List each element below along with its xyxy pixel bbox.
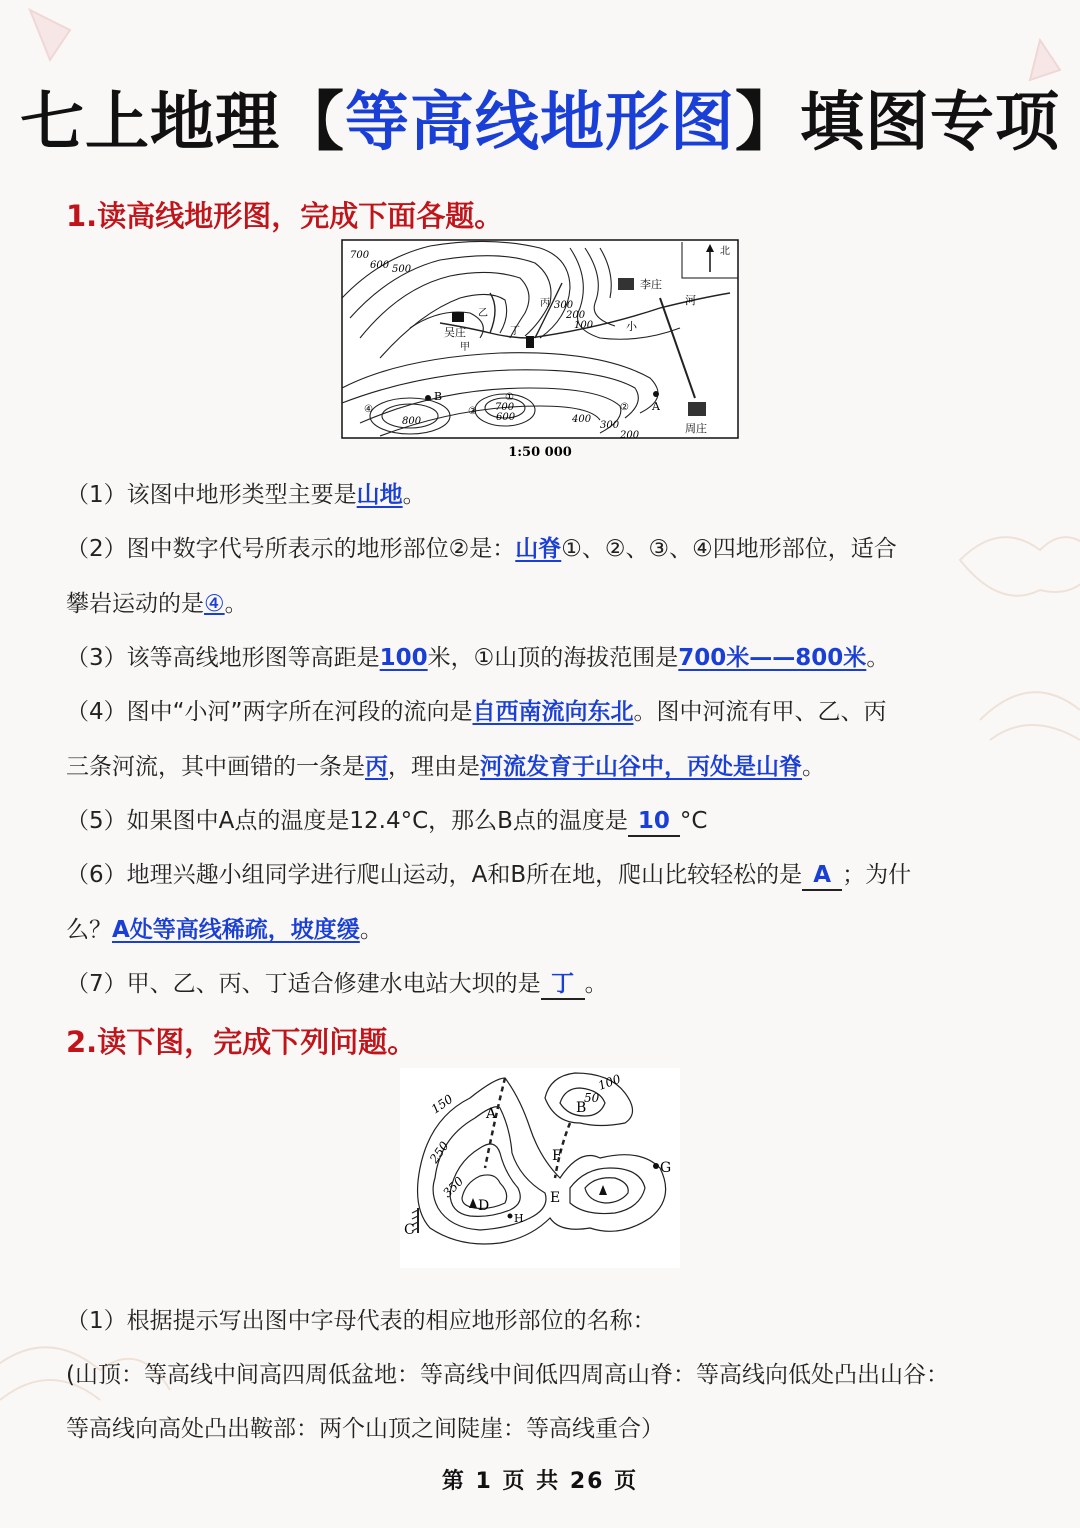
contour-label: 100	[574, 320, 594, 331]
answer: 山脊	[515, 536, 562, 562]
contour-label: 600	[496, 412, 516, 423]
contour-label-350: 350	[440, 1174, 467, 1201]
label-xiao: 小	[626, 320, 637, 333]
contour-label-100: 100	[596, 1071, 623, 1093]
scale-label: 1:50 000	[508, 445, 572, 460]
label-point-2: ②	[620, 402, 629, 413]
label-ding: 丁	[510, 326, 520, 337]
contour-label-50: 50	[584, 1091, 600, 1105]
contour-label-250: 250	[426, 1138, 452, 1166]
label-point-b: B	[434, 390, 443, 403]
label-point-b: B	[576, 1100, 587, 1116]
question-1-3: （3）该等高线地形图等高距是100米，①山顶的海拔范围是700米——800米。	[66, 645, 890, 671]
question-1-1: （1）该图中地形类型主要是山地。	[66, 482, 426, 508]
label-bing: 丙	[540, 298, 550, 309]
contour-map-1	[340, 238, 740, 464]
village-lizhuang	[618, 278, 634, 290]
label-wuzhuang: 吴庄	[444, 326, 466, 339]
page-footer: 第 1 页 共 26 页	[441, 1469, 639, 1494]
label-he: 河	[685, 294, 696, 307]
answer-blank: 丁	[541, 970, 585, 1000]
section2-heading: 2.读下图，完成下列问题。	[66, 1025, 417, 1059]
label-yi: 乙	[478, 308, 488, 319]
label-point-a: A	[652, 400, 660, 413]
label-point-c: C	[404, 1222, 415, 1238]
answer: 100	[379, 645, 428, 671]
title-highlight: 等高线地形图	[345, 86, 735, 160]
contour-label: 700	[350, 250, 370, 261]
question-1-2-line2: 攀岩运动的是④。	[66, 591, 248, 617]
label-point-4: ④	[364, 404, 373, 415]
hint-line-2: 等高线向高处凸出鞍部：两个山顶之间陡崖：等高线重合）	[66, 1416, 664, 1442]
contour-label: 500	[392, 264, 412, 275]
section1-heading: 1.读高线地形图，完成下面各题。	[66, 199, 504, 233]
question-2-1: （1）根据提示写出图中字母代表的相应地形部位的名称：	[66, 1308, 656, 1334]
answer-blank: 10	[628, 807, 680, 837]
answer: 丙	[365, 754, 388, 780]
contour-label: 200	[620, 430, 640, 441]
label-point-d: D	[478, 1198, 490, 1214]
label-point-1: ①	[505, 392, 514, 403]
answer: 山地	[356, 482, 403, 508]
contour-label: 700	[495, 402, 515, 413]
point-a-marker	[653, 391, 659, 397]
contour-label: 300	[554, 300, 574, 311]
question-1-6-line2: 么？A处等高线稀疏，坡度缓。	[66, 917, 383, 943]
label-point-3: ③	[468, 406, 477, 417]
question-1-4-line2: 三条河流，其中画错的一条是丙，理由是河流发育于山谷中，丙处是山脊。	[66, 754, 825, 780]
question-1-6: （6）地理兴趣小组同学进行爬山运动，A和B所在地，爬山比较轻松的是 A ；为什	[66, 858, 1026, 892]
north-label: 北	[720, 246, 730, 257]
label-lizhuang: 李庄	[640, 278, 662, 291]
label-point-g: G	[660, 1160, 672, 1176]
question-1-7: （7）甲、乙、丙、丁适合修建水电站大坝的是 丁 。	[66, 967, 1026, 1001]
label-jia: 甲	[460, 342, 470, 353]
hint-line-1: (山顶：等高线中间高四周低盆地：等高线中间低四周高山脊：等高线向低处凸出山谷：	[66, 1362, 949, 1388]
label-point-a: A	[486, 1106, 497, 1122]
answer: 河流发育于山谷中，丙处是山脊	[480, 754, 802, 780]
dam-point	[526, 336, 534, 348]
contour-label-150: 150	[428, 1091, 456, 1117]
contour-label: 400	[572, 414, 592, 425]
contour-label: 200	[566, 310, 586, 321]
point-b-marker	[425, 395, 431, 401]
answer: A处等高线稀疏，坡度缓	[112, 917, 360, 943]
answer-blank: A	[802, 861, 842, 891]
question-1-2: （2）图中数字代号所表示的地形部位②是：山脊①、②、③、④四地形部位，适合	[66, 536, 897, 562]
contour-label: 800	[402, 416, 422, 427]
contour-label: 600	[370, 260, 390, 271]
village-wuzhuang	[452, 312, 464, 322]
contour-map-2	[400, 1068, 680, 1272]
label-zhouzhuang: 周庄	[685, 422, 707, 435]
label-point-f: F	[552, 1148, 562, 1164]
answer: ④	[204, 591, 225, 617]
label-point-h: H	[514, 1212, 524, 1225]
contour-label: 300	[600, 420, 620, 431]
page-title: 七上地理【等高线地形图】填图专项	[20, 86, 1060, 160]
question-1-5: （5）如果图中A点的温度是12.4°C，那么B点的温度是 10 °C	[66, 804, 1026, 838]
question-1-4: （4）图中“小河”两字所在河段的流向是自西南流向东北。图中河流有甲、乙、丙	[66, 699, 887, 725]
village-zhouzhuang	[688, 402, 706, 416]
answer: 700米——800米	[678, 645, 867, 671]
answer: 自西南流向东北	[472, 699, 634, 725]
label-point-e: E	[550, 1190, 561, 1206]
